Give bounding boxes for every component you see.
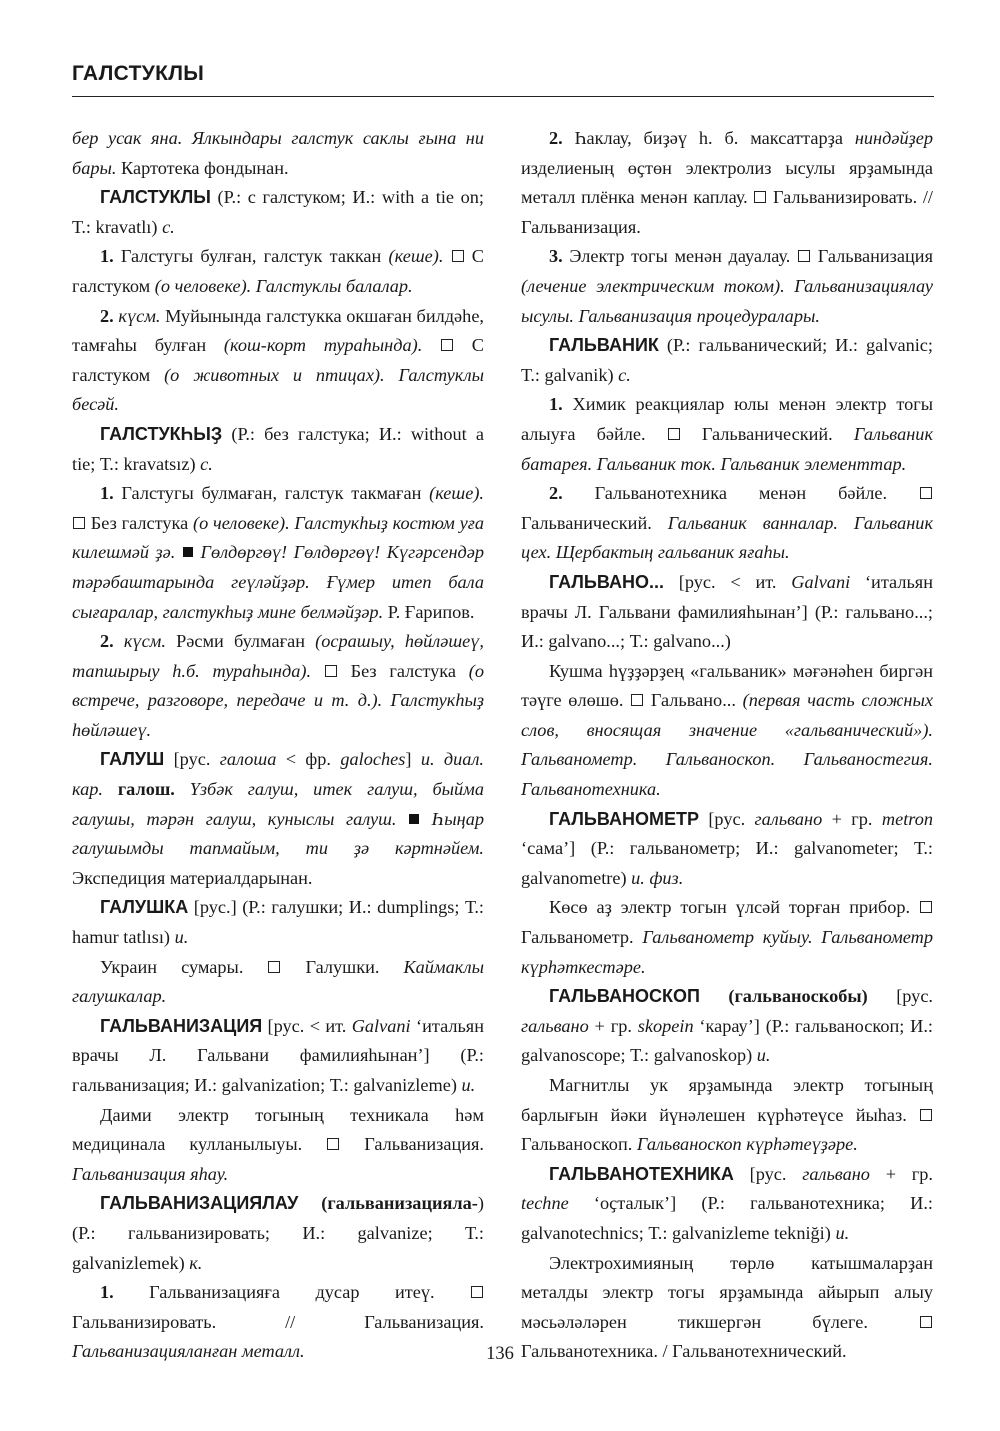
text-segment: (о человеке). Галстукһыҙ костюм уға килешмәй ҙә. — [72, 512, 484, 563]
text-segment: Гальванический. — [521, 512, 668, 533]
text-segment: галоша — [219, 749, 277, 770]
text-segment: (о животных и птицах). Галстуклы бесәй. — [72, 364, 484, 415]
entry-sense — [521, 242, 933, 331]
text-segment: гальвано — [802, 1163, 870, 1184]
sense-number: 2. — [549, 483, 563, 504]
headword: ГАЛУШ — [100, 749, 165, 770]
text-segment: (Р.: без галстука; И.: without a tie; Т.: kravatsız) — [72, 423, 484, 474]
dictionary-entry — [72, 1012, 484, 1101]
text-segment: Картотека фондынан. — [116, 157, 289, 178]
headword: ГАЛСТУКЛЫ — [100, 187, 211, 208]
text-segment: Галстугы булған, галстук таккан — [113, 246, 389, 267]
translation-box-icon — [754, 191, 766, 203]
text-segment: + гр. — [588, 1015, 638, 1036]
quotation-square-icon — [409, 814, 419, 824]
text-segment: ‘итальян врачы Л. Гальвани фамилияһынан’] (Р.: гальванизация; И.: galvanization; Т.: galvanizleme) — [72, 1015, 484, 1095]
text-segment: с. — [200, 453, 213, 474]
text-segment: metron — [881, 808, 933, 829]
translation-box-icon — [471, 1286, 483, 1298]
text-segment: ‘карау’] (Р.: гальваноскоп; И.: galvanoscope; Т.: galvanoskop) — [521, 1015, 934, 1066]
text-segment: Галстугы булмаған, галстук такмаған — [113, 483, 430, 504]
text-segment: [рус.] (Р.: галушки; И.: dumplings; Т.: hamur tatlısı) — [72, 897, 484, 948]
dictionary-entry — [521, 1160, 933, 1249]
text-segment: Гальванизировать. // Гальванизация. — [521, 187, 933, 237]
text-segment: Гальваноскоп күрһәтеүҙәре. — [636, 1134, 858, 1155]
sense-number: 1. — [100, 1282, 114, 1303]
text-segment: и. физ. — [631, 867, 684, 888]
text-segment — [103, 779, 118, 799]
text-segment: ) (Р.: гальванизировать; И.: galvanize; Т.: galvanizlemek) — [72, 1193, 484, 1273]
entry-sense — [72, 627, 484, 745]
translation-box-icon — [920, 901, 932, 913]
dictionary-entry — [72, 420, 484, 479]
text-segment: [рус. — [867, 986, 933, 1007]
entry-sense — [72, 302, 484, 420]
headword: ГАЛЬВАНО... — [549, 571, 664, 592]
text-segment: Гальванометр куйыу. Гальванометр күрһәткестәре. — [521, 927, 934, 977]
text-segment: Кушма һүҙҙәрҙең «гальваник» мәғәнәһен биргән тәүге өлөшө. — [521, 660, 933, 711]
sense-number: 2. — [549, 128, 563, 148]
entry-definition — [72, 1101, 484, 1190]
header-rule — [72, 96, 934, 97]
text-segment: Без галстука — [337, 660, 469, 681]
entry-definition — [72, 953, 484, 1012]
left-column — [72, 124, 484, 1367]
text-segment: galoches — [340, 749, 406, 770]
text-segment: Электр тогы менән дауалау. — [562, 246, 791, 267]
translation-box-icon — [325, 665, 337, 677]
headword: ГАЛЬВАНОМЕТР — [549, 808, 699, 829]
text-segment: Муйынында галстукка окшаған билдәһе, тамғаһы булған — [72, 305, 484, 356]
entry-sense — [521, 124, 933, 242]
text-segment: (о человеке). Галстуклы балалар. — [154, 275, 413, 296]
text-segment: (первая часть сложных слов, вносящая значение «гальванический»). Гальванометр. Гальваноскоп. Гальваностегия. Гальванотехника. — [521, 690, 933, 800]
text-segment: Экспедиция материалдарынан. — [72, 867, 313, 888]
entry-continuation — [72, 124, 484, 183]
translation-box-icon — [268, 961, 280, 973]
running-head: ГАЛСТУКЛЫ — [72, 62, 205, 85]
translation-box-icon — [441, 339, 453, 351]
text-segment: гальвано — [754, 808, 823, 829]
quotation-square-icon — [183, 547, 193, 557]
text-segment: Каймаклы галушкалар. — [72, 956, 484, 1007]
text-segment: Гальванотехника. / Гальванотехнический. — [521, 1341, 847, 1362]
headword: ГАЛЬВАНОТЕХНИКА — [549, 1163, 734, 1184]
entry-sense — [521, 390, 933, 479]
sense-number: 2. — [100, 305, 114, 326]
text-segment: (осрашыу, һөйләшеү, тапшырыу һ.б. тураһында). — [72, 631, 484, 681]
text-segment: ] — [405, 749, 421, 770]
dictionary-entry — [72, 893, 484, 952]
text-segment: Гальванический. — [680, 423, 854, 444]
text-segment: ‘сама’] (Р.: гальванометр; И.: galvanometer; Т.: galvanometre) — [521, 838, 933, 888]
text-segment: с. — [162, 216, 175, 237]
text-segment: күсм. — [123, 631, 166, 652]
text-segment: Рәсми булмаған — [165, 631, 316, 652]
headword: ГАЛЬВАНИЗАЦИЯ — [100, 1015, 263, 1036]
text-segment: и. — [174, 927, 189, 948]
text-segment: и. — [756, 1045, 771, 1066]
translation-box-icon — [920, 487, 932, 499]
dictionary-entry — [72, 1189, 484, 1278]
text-segment: Электрохимияның төрлө катышмаларҙан металды электр тогы ярҙамында айырып алыу мәсьәләләрен тикшергән бүлеге. — [521, 1252, 933, 1332]
text-segment: (Р.: с галстуком; И.: with a tie on; Т.: kravatlı) — [72, 187, 484, 237]
headword: ГАЛЬВАНИК — [549, 335, 659, 356]
text-segment: с. — [618, 364, 631, 385]
text-segment: Гальваноскоп. — [521, 1134, 637, 1155]
text-segment: Galvani — [791, 571, 851, 592]
text-segment: Һаклау, биҙәү һ. б. максаттарҙа — [562, 128, 855, 148]
text-segment: Гальванизация. — [340, 1134, 485, 1155]
sense-number: 2. — [100, 631, 114, 652]
text-segment: и. — [461, 1075, 476, 1095]
text-segment: изделиеның өҫтөн электролиз ысулы ярҙамында металл плёнка менән каплау. — [521, 157, 933, 208]
text-segment: Гальванизацияланған металл. — [72, 1341, 305, 1362]
text-segment: [рус. < ит. — [262, 1015, 352, 1036]
text-segment: [рус. — [733, 1163, 803, 1184]
text-segment: С галстуком — [72, 246, 485, 296]
sense-number: 3. — [549, 246, 563, 267]
text-segment: (Р.: гальванический; И.: galvanic; Т.: galvanik) — [521, 335, 933, 385]
entry-sense — [72, 479, 484, 627]
text-segment: [рус. < ит. — [663, 571, 792, 592]
verb-stem: гальванизацияла- — [327, 1193, 478, 1214]
text-segment: Гальванометр. — [521, 927, 643, 948]
text-segment: Һыңар галушымды тапмайым, ти ҙә кәртнәйем. — [72, 808, 484, 859]
entry-sense — [72, 242, 484, 301]
text-segment: Украин сумары. — [100, 956, 244, 977]
text-segment: Гальваник ванналар. Гальваник цех. Щербактың гальваник яғаһы. — [521, 512, 934, 563]
text-segment: Химик реакциялар юлы менән электр тогы алыуға бәйле. — [521, 394, 933, 444]
translation-box-icon — [920, 1316, 932, 1328]
text-segment: [рус. — [698, 808, 755, 829]
translation-box-icon — [631, 694, 643, 706]
text-segment — [114, 631, 124, 651]
text-segment: Гальвано... — [644, 690, 743, 711]
page-number: 136 — [486, 1344, 514, 1364]
sense-number: 1. — [100, 483, 114, 504]
text-segment: ниндәйҙер — [854, 128, 933, 148]
text-segment: Үзбәк галуш, итек галуш, быйма галушы, тәрән галуш, куныслы галуш. — [72, 779, 484, 829]
translation-box-icon — [73, 517, 85, 529]
right-column — [521, 124, 933, 1367]
text-segment: ‘итальян врачы Л. Гальвани фамилияһынан’] (Р.: гальвано...; И.: galvano...; Т.: galvano...) — [521, 571, 933, 652]
text-segment: бер усак яна. Ялкындары галстук саклы ғына ни бары. — [72, 128, 484, 178]
text-segment: + гр. — [822, 808, 882, 829]
text-segment: Гальванизацияға дусар итеү. — [113, 1282, 435, 1303]
text-segment: и. — [835, 1222, 850, 1243]
translation-box-icon — [327, 1138, 339, 1150]
translation-box-icon — [798, 250, 810, 262]
text-segment: Гальванизация яһау. — [72, 1163, 229, 1184]
sense-number: 1. — [549, 394, 563, 415]
text-segment: Р. Ғарипов. — [383, 601, 475, 622]
text-segment: ( — [298, 1193, 328, 1214]
text-segment — [175, 779, 190, 799]
headword: ГАЛЬВАНОСКОП — [549, 986, 700, 1007]
text-segment: (гальваноскобы) — [699, 986, 868, 1007]
text-segment: (кеше). — [388, 246, 444, 267]
text-segment: Гальваник батарея. Гальваник ток. Гальваник элементтар. — [521, 423, 933, 474]
dictionary-entry — [72, 745, 484, 893]
text-segment: + гр. — [869, 1163, 933, 1184]
translation-box-icon — [452, 250, 464, 262]
translation-box-icon — [668, 428, 680, 440]
text-segment: (кош-корт тураһында). — [223, 335, 423, 356]
text-segment: С галстуком — [72, 335, 484, 385]
text-segment: Гөлдөргөү! Гөлдөргөү! Күгәрсендәр тәрәбаштарында геүләйҙәр. Ғүмер итеп бала сығаралар, галстукһыҙ мине белмәйҙәр. — [72, 542, 485, 622]
dictionary-entry — [521, 982, 933, 1071]
entry-definition — [521, 1071, 933, 1160]
entry-definition — [521, 657, 933, 805]
translation-box-icon — [920, 1109, 932, 1121]
text-segment: [рус. — [164, 749, 220, 770]
headword: ГАЛЬВАНИЗАЦИЯЛАУ — [100, 1193, 299, 1214]
text-segment: Galvani — [351, 1015, 411, 1036]
text-segment: (о встрече, разговоре, передаче и т. д.). Галстукһыҙ һөйләшеү. — [72, 660, 485, 740]
text-segment: skopein — [637, 1015, 694, 1036]
text-segment: ‘оҫталык’] (Р.: гальванотехника; И.: galvanotechnics; Т.: galvanizleme tekniği) — [521, 1193, 933, 1243]
entry-sense — [521, 479, 933, 568]
dictionary-entry — [521, 805, 933, 894]
dictionary-entry — [521, 331, 933, 390]
sense-number: 1. — [100, 246, 114, 267]
text-segment: Галушки. — [281, 956, 404, 977]
text-segment: Без галстука — [86, 512, 194, 533]
text-segment: күсм. — [118, 305, 161, 326]
text-segment: гальвано — [521, 1015, 589, 1036]
text-segment: (лечение электрическим током). Гальванизациялау ысулы. Гальванизация процедуралары. — [521, 275, 933, 326]
headword: ГАЛУШКА — [100, 897, 189, 918]
text-segment: Даими электр тогының техникала һәм медицинала кулланылыуы. — [72, 1104, 484, 1155]
text-segment: Гальванизация — [811, 246, 933, 267]
text-segment: Көсө аҙ электр тогын үлсәй торған прибор. — [549, 897, 911, 918]
text-segment: Магнитлы ук ярҙамында электр тогының барлығын йәки йүнәлешен күрһәтеүсе йыһаз. — [521, 1075, 933, 1125]
entry-definition — [521, 893, 933, 982]
text-segment: Гальванотехника менән бәйле. — [562, 483, 888, 504]
text-segment: < фр. — [276, 749, 341, 770]
text-segment: techne — [521, 1193, 569, 1214]
dictionary-entry — [521, 568, 933, 657]
text-segment: (кеше). — [429, 483, 484, 504]
dictionary-entry — [72, 183, 484, 242]
text-segment: Гальванизировать. // Гальванизация. — [72, 1311, 484, 1332]
text-segment: галош. — [117, 779, 175, 800]
text-segment: и. диал. кар. — [72, 749, 484, 800]
headword: ГАЛСТУКҺЫҘ — [100, 423, 223, 444]
text-segment: к. — [189, 1252, 203, 1273]
